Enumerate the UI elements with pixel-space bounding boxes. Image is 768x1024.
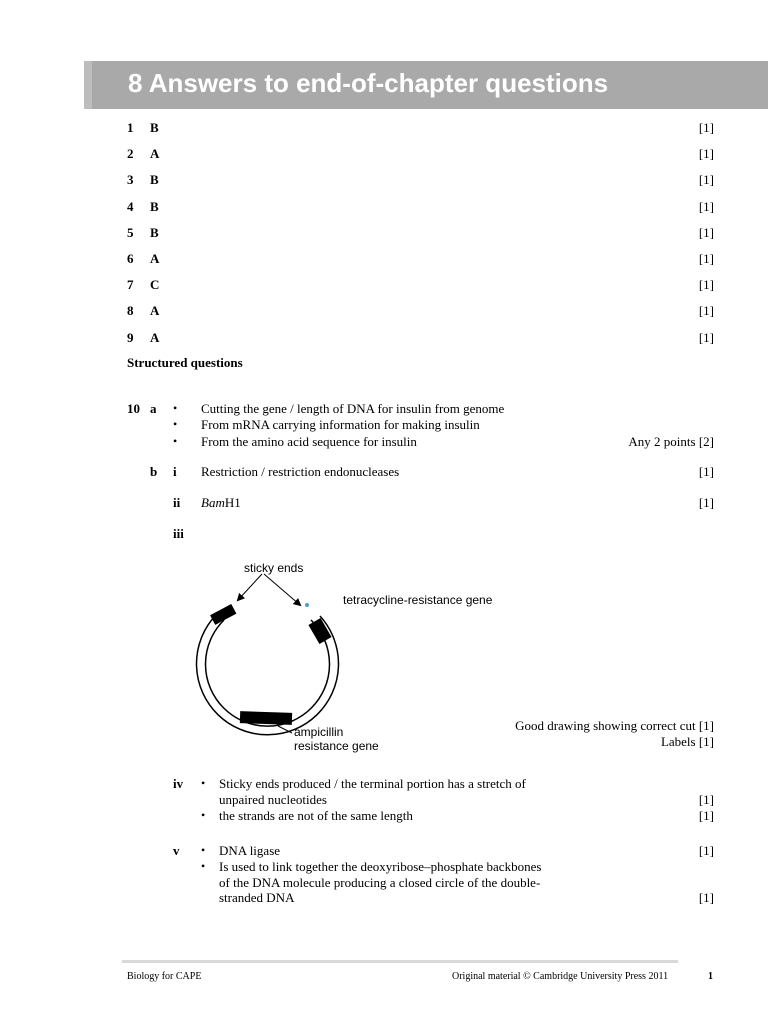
q10biii-mark-1: Good drawing showing correct cut [1] bbox=[515, 718, 714, 733]
bullet-icon: • bbox=[173, 434, 178, 448]
q10biv-mark-1: [1] bbox=[698, 792, 714, 807]
structured-heading: Structured questions bbox=[127, 355, 243, 370]
q10biv-mark-2: [1] bbox=[698, 808, 714, 823]
q10bi-label: i bbox=[173, 464, 177, 479]
bullet-icon: • bbox=[173, 401, 178, 415]
q10biv-label: iv bbox=[173, 776, 184, 791]
mcq-mark: [1] bbox=[698, 199, 714, 214]
mcq-mark: [1] bbox=[698, 303, 714, 318]
plasmid-diagram bbox=[180, 550, 520, 760]
q10biv-bullet-2: the strands are not of the same length bbox=[219, 808, 413, 823]
bullet-icon: • bbox=[201, 843, 206, 857]
tetracycline-label: tetracycline-resistance gene bbox=[343, 593, 493, 607]
q10bv-mark-1: [1] bbox=[698, 843, 714, 858]
mcq-mark: [1] bbox=[698, 225, 714, 240]
q10bv-bullet-2-line-3: stranded DNA bbox=[219, 890, 295, 905]
sticky-arrow-right bbox=[264, 574, 300, 605]
q10a-mark: Any 2 points [2] bbox=[628, 434, 714, 449]
q10bii-rest: H1 bbox=[224, 495, 241, 510]
mcq-answer: A bbox=[150, 146, 160, 161]
mcq-number: 5 bbox=[127, 225, 134, 240]
bullet-icon: • bbox=[201, 808, 206, 822]
mcq-number: 6 bbox=[127, 251, 134, 266]
ampicillin-leader-line bbox=[278, 726, 292, 733]
mcq-number: 7 bbox=[127, 277, 134, 292]
sticky-arrow-left bbox=[238, 574, 262, 600]
mcq-number: 4 bbox=[127, 199, 134, 214]
mcq-mark: [1] bbox=[698, 172, 714, 187]
q10a-label: a bbox=[150, 401, 157, 416]
q10bv-bullet-1: DNA ligase bbox=[219, 843, 281, 858]
q10bii-label: ii bbox=[173, 495, 181, 510]
q10bv-label: v bbox=[173, 843, 180, 858]
footer-book-title: Biology for CAPE bbox=[127, 971, 202, 982]
mcq-number: 1 bbox=[127, 120, 134, 135]
ampicillin-label-2: resistance gene bbox=[294, 739, 379, 753]
q10biv-bullet-1-line-2: unpaired nucleotides bbox=[219, 792, 327, 807]
q10bv-bullet-2-line-1: Is used to link together the deoxyribose–phosphate backbones bbox=[219, 859, 542, 874]
q10biii-mark-2: Labels [1] bbox=[660, 734, 714, 749]
footer-copyright: Original material © Cambridge University Press 2011 bbox=[452, 971, 669, 982]
q10bii-text bbox=[201, 495, 241, 511]
page-title: 8 Answers to end-of-chapter questions bbox=[128, 68, 609, 98]
mcq-answer: C bbox=[150, 277, 160, 292]
footer-divider bbox=[122, 960, 678, 963]
q10b-label: b bbox=[150, 464, 158, 479]
q10bii-mark: [1] bbox=[698, 495, 714, 510]
mcq-number: 2 bbox=[127, 146, 134, 161]
mcq-mark: [1] bbox=[698, 251, 714, 266]
bullet-icon: • bbox=[201, 859, 206, 873]
mcq-answer: B bbox=[150, 120, 159, 135]
ampicillin-gene-block bbox=[240, 711, 292, 725]
mcq-answer: B bbox=[150, 199, 159, 214]
q10bi-text: Restriction / restriction endonucleases bbox=[201, 464, 400, 479]
mcq-mark: [1] bbox=[698, 330, 714, 345]
mcq-mark: [1] bbox=[698, 120, 714, 135]
plasmid-inner-ring bbox=[206, 620, 330, 726]
mcq-mark: [1] bbox=[698, 146, 714, 161]
q10bi-mark: [1] bbox=[698, 464, 714, 479]
ampicillin-label-1: ampicillin bbox=[294, 725, 344, 739]
mcq-answer: A bbox=[150, 303, 160, 318]
q10biii-label: iii bbox=[173, 526, 184, 541]
q10bv-bullet-2-line-2: of the DNA molecule producing a closed circle of the double- bbox=[219, 875, 541, 890]
header-accent bbox=[84, 61, 92, 109]
mcq-number: 9 bbox=[127, 330, 134, 345]
mcq-answer: B bbox=[150, 225, 159, 240]
mcq-answer: A bbox=[150, 330, 160, 345]
q10a-bullet-1: Cutting the gene / length of DNA for insulin from genome bbox=[201, 401, 505, 416]
q10a-bullet-2: From mRNA carrying information for making insulin bbox=[201, 417, 480, 432]
footer-page-number: 1 bbox=[708, 971, 713, 982]
mcq-mark: [1] bbox=[698, 277, 714, 292]
q10a-bullet-3: From the amino acid sequence for insulin bbox=[201, 434, 417, 449]
q10bii-italic: Bam bbox=[201, 495, 225, 510]
q10-number: 10 bbox=[127, 401, 140, 416]
sticky-ends-label: sticky ends bbox=[244, 561, 304, 575]
q10biv-bullet-1-line-1: Sticky ends produced / the terminal portion has a stretch of bbox=[219, 776, 526, 791]
bullet-icon: • bbox=[173, 417, 178, 431]
mcq-answer: A bbox=[150, 251, 160, 266]
cut-site-marker bbox=[305, 603, 309, 607]
mcq-answer: B bbox=[150, 172, 159, 187]
mcq-number: 3 bbox=[127, 172, 134, 187]
q10bv-mark-2: [1] bbox=[698, 890, 714, 905]
bullet-icon: • bbox=[201, 776, 206, 790]
mcq-number: 8 bbox=[127, 303, 134, 318]
